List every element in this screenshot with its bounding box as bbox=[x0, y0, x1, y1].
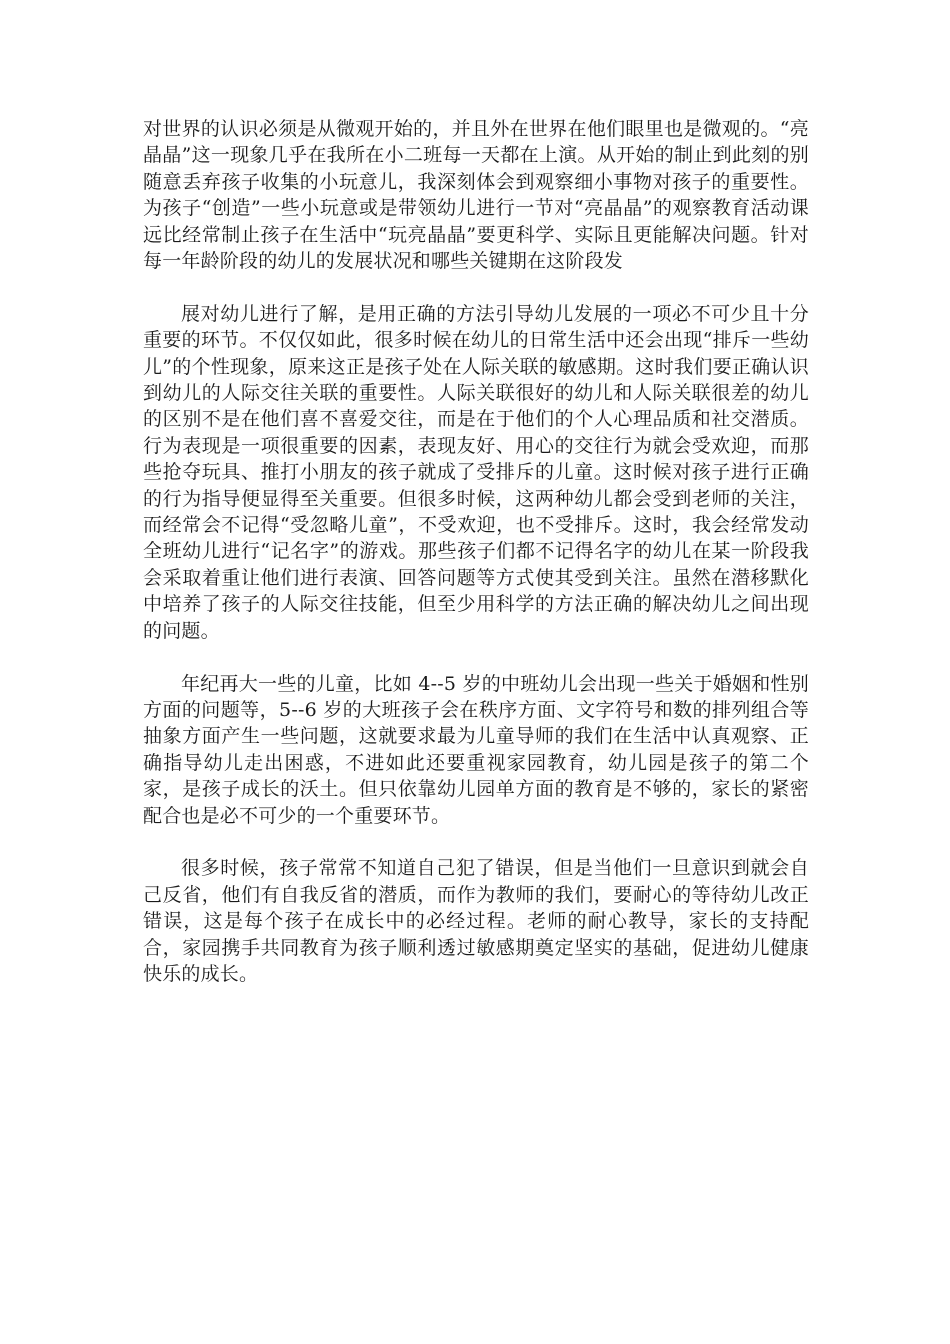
paragraph-1: 对世界的认识必须是从微观开始的，并且外在世界在他们眼里也是微观的。“亮晶晶”这一现象几乎在我所在小二班每一天都在上演。从开始的制止到此刻的别随意丢弃孩子收集的小玩意儿，我深刻体会到观察细小事物对孩子的重要性。为孩子“创造”一些小玩意或是带领幼儿进行一节对“亮晶晶”的观察教育活动课远比经常制止孩子在生活中“玩亮晶晶”要更科学、实际且更能解决问题。针对每一年龄阶段的幼儿的发展状况和哪些关键期在这阶段发 bbox=[143, 118, 809, 273]
document-body bbox=[143, 116, 809, 1014]
paragraph-2: 展对幼儿进行了解，是用正确的方法引导幼儿发展的一项必不可少且十分重要的环节。不仅仅如此，很多时候在幼儿的日常生活中还会出现“排斥一些幼儿”的个性现象，原来这正是孩子处在人际关联的敏感期。这时我们要正确认识到幼儿的人际交往关联的重要性。人际关联很好的幼儿和人际关联很差的幼儿的区别不是在他们喜不喜爱交往，而是在于他们的个人心理品质和社交潜质。行为表现是一项很重要的因素，表现友好、用心的交往行为就会受欢迎，而那些抢夺玩具、推打小朋友的孩子就成了受排斥的儿童。这时候对孩子进行正确的行为指导便显得至关重要。但很多时候，这两种幼儿都会受到老师的关注，而经常会不记得“受忽略儿童”，不受欢迎，也不受排斥。这时，我会经常发动全班幼儿进行“记名字”的游戏。那些孩子们都不记得名字的幼儿在某一阶段我会采取着重让他们进行表演、回答问题等方式使其受到关注。虽然在潜移默化中培养了孩子的人际交往技能，但至少用科学的方法正确的解决幼儿之间出现的问题。 bbox=[143, 302, 809, 642]
paragraph-4: 很多时候，孩子常常不知道自己犯了错误，但是当他们一旦意识到就会自己反省，他们有自我反省的潜质，而作为教师的我们，要耐心的等待幼儿改正错误，这是每个孩子在成长中的必经过程。老师的耐心教导，家长的支持配合，家园携手共同教育为孩子顺利透过敏感期奠定坚实的基础，促进幼儿健康快乐的成长。 bbox=[143, 857, 809, 985]
paragraph-3: 年纪再大一些的儿童，比如 4--5 岁的中班幼儿会出现一些关于婚姻和性别方面的问题等，5--6 岁的大班孩子会在秩序方面、文字符号和数的排列组合等抽象方面产生一些问题，这就要求最为儿童导师的我们在生活中认真观察、正确指导幼儿走出困惑，不进如此还要重视家园教育，幼儿园是孩子的第二个家，是孩子成长的沃土。但只依靠幼儿园单方面的教育是不够的，家长的紧密配合也是必不可少的一个重要环节。 bbox=[143, 672, 809, 827]
